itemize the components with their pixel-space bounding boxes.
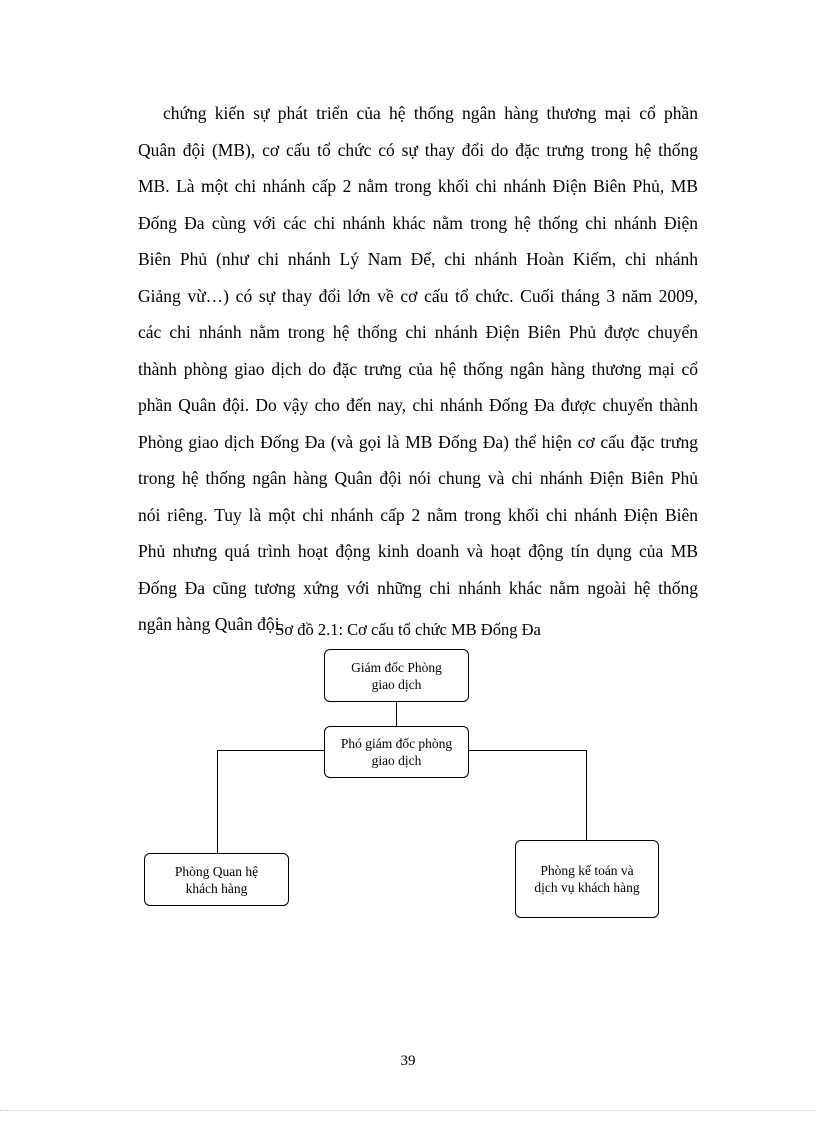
connector-right-horizontal (468, 750, 586, 751)
deputy-box-line: Phó giám đốc phòng (340, 736, 453, 751)
page-number: 39 (400, 1053, 416, 1069)
page-bottom-divider (0, 1110, 816, 1111)
connector-left-horizontal (217, 750, 325, 751)
accounting-box (515, 840, 659, 918)
body-paragraph (138, 95, 698, 643)
body-line: Quân đội (MB), cơ cấu tổ chức có sự thay đổi do đặc trưng trong hệ thống (138, 139, 698, 160)
body-line: Biên Phủ (như chi nhánh Lý Nam Đế, chi nhánh Hoàn Kiếm, chi nhánh (138, 249, 698, 269)
body-line: các chi nhánh nằm trong hệ thống chi nhánh Điện Biên Phủ được chuyển (138, 322, 698, 342)
director-box (324, 649, 469, 702)
body-line: phần Quân đội. Do vậy cho đến nay, chi nhánh Đống Đa được chuyển thành (138, 395, 698, 415)
body-line: nói riêng. Tuy là một chi nhánh cấp 2 nằm trong khối chi nhánh Điện Biên (138, 504, 698, 525)
deputy-director-box (324, 726, 469, 778)
body-line: Giảng vừ…) có sự thay đổi lớn về cơ cấu tổ chức. Cuối tháng 3 năm 2009, (138, 285, 698, 306)
connector-right-vertical (586, 750, 587, 840)
director-box-line: Giám đốc Phòng (351, 659, 442, 675)
body-line: chứng kiến sự phát triển của hệ thống ngân hàng thương mại cổ phần (163, 103, 698, 123)
body-line: Đống Đa cũng tương xứng với những chi nhánh khác nằm ngoài hệ thống (138, 577, 698, 598)
body-line: MB. Là một chi nhánh cấp 2 nằm trong khối chi nhánh Điện Biên Phủ, MB (138, 176, 698, 196)
connector-director-deputy (396, 701, 397, 727)
accounting-box-line: dịch vụ khách hàng (534, 880, 640, 895)
connector-left-vertical (217, 750, 218, 854)
body-line: trong hệ thống ngân hàng Quân đội nói chung và chi nhánh Điện Biên Phủ (138, 468, 698, 488)
deputy-box-line: giao dịch (371, 753, 422, 768)
body-line: Đống Đa cùng với các chi nhánh khác nằm trong hệ thống chi nhánh Điện (138, 212, 698, 233)
body-line: Phòng giao dịch Đống Đa (và gọi là MB Đống Đa) thể hiện cơ cấu đặc trưng (138, 431, 698, 452)
diagram-caption: Sơ đồ 2.1: Cơ cấu tổ chức MB Đống Đa (275, 620, 541, 639)
director-box-line: giao dịch (371, 676, 422, 692)
body-line: Phủ nhưng quá trình hoạt động kinh doanh và hoạt động tín dụng của MB (138, 541, 698, 561)
customer-relations-box-line: khách hàng (185, 880, 248, 896)
body-line: ngân hàng Quân đội. (138, 614, 284, 634)
body-line: thành phòng giao dịch do đặc trưng của hệ thống ngân hàng thương mại cổ (138, 358, 698, 379)
customer-relations-box (144, 853, 289, 906)
accounting-box-line: Phòng kế toán và (540, 863, 634, 878)
customer-relations-box-line: Phòng Quan hệ (174, 863, 259, 879)
